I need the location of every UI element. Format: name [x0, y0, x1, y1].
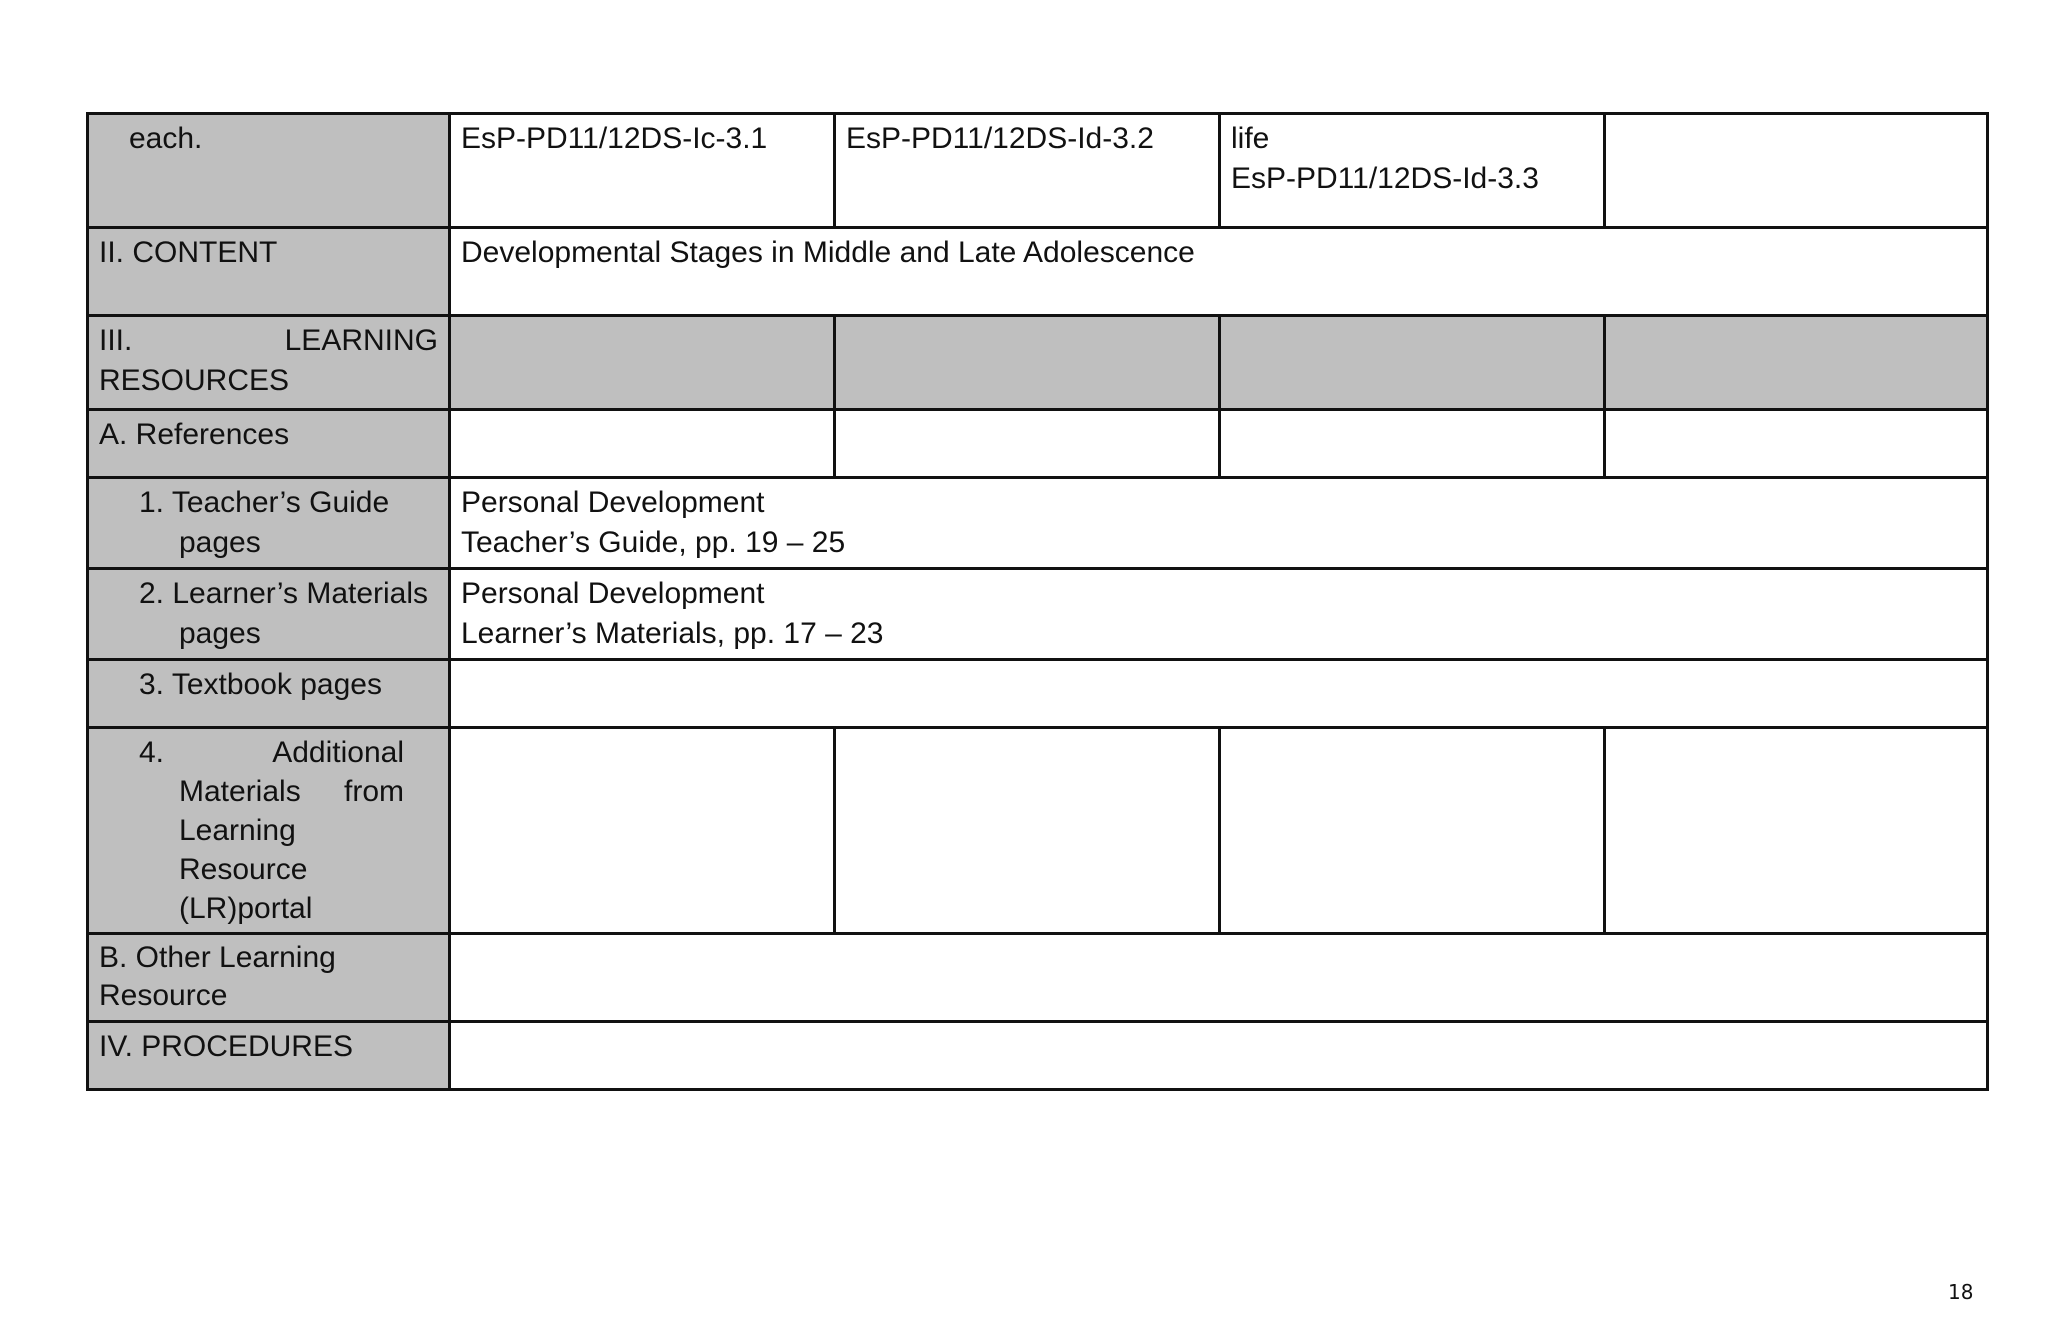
empty-cell [835, 728, 1220, 934]
page-number: 18 [1948, 1280, 1974, 1304]
table-row [88, 1022, 1988, 1090]
empty-cell [1605, 728, 1988, 934]
table-row [88, 569, 1988, 660]
table-row [88, 478, 1988, 569]
row-label-references: A. References [99, 418, 290, 451]
row-label-cell [88, 1022, 450, 1090]
competency-cell-3 [1220, 114, 1605, 228]
table-row [88, 660, 1988, 728]
row-label-teachers-guide: 1. Teacher’s Guide [139, 486, 390, 519]
row-label-other-resource: B. Other Learning [99, 941, 336, 974]
row-label-cell [88, 228, 450, 316]
empty-cell [1220, 410, 1605, 478]
learners-materials-title: Personal Development [461, 577, 765, 610]
content-cell [450, 228, 1988, 316]
row-label-cell: III. LEARNING RESOURCES [88, 316, 450, 410]
teachers-guide-title: Personal Development [461, 486, 765, 519]
teachers-guide-cell [450, 478, 1988, 569]
empty-cell [450, 660, 1988, 728]
row-label-cell [88, 114, 450, 228]
table-row [88, 728, 1988, 934]
row-label-cell [88, 728, 450, 934]
row-label-procedures: IV. PROCEDURES [99, 1030, 353, 1063]
learners-materials-cell [450, 569, 1988, 660]
table-row [88, 410, 1988, 478]
empty-cell [450, 728, 835, 934]
competency-text-3: life [1231, 122, 1270, 155]
competency-cell-2 [835, 114, 1220, 228]
empty-cell [450, 934, 1988, 1022]
lesson-plan-table [86, 112, 1989, 1091]
empty-cell [835, 410, 1220, 478]
competency-code-3: EsP-PD11/12DS-Id-3.3 [1231, 162, 1539, 195]
row-label-learning-resources: III. LEARNING [99, 324, 438, 357]
row-label-each: each. [129, 122, 203, 155]
teachers-guide-pages: Teacher’s Guide, pp. 19 – 25 [461, 526, 846, 559]
shaded-cell [1220, 316, 1605, 410]
row-label-cell [88, 660, 450, 728]
row-label-cell: 1. Teacher’s Guide pages [88, 478, 450, 569]
competency-cell-1 [450, 114, 835, 228]
shaded-cell [1605, 316, 1988, 410]
empty-cell [450, 1022, 1988, 1090]
competency-cell-4 [1605, 114, 1988, 228]
competency-code-2: EsP-PD11/12DS-Id-3.2 [846, 122, 1154, 155]
row-label-textbook: 3. Textbook pages [139, 668, 382, 701]
row-label-learners-materials: 2. Learner’s Materials [139, 577, 429, 610]
competency-code-1: EsP-PD11/12DS-Ic-3.1 [461, 122, 768, 155]
row-label-cell: 2. Learner’s Materials pages [88, 569, 450, 660]
row-label-content: II. CONTENT [99, 236, 278, 269]
learners-materials-pages: Learner’s Materials, pp. 17 – 23 [461, 617, 884, 650]
shaded-cell [450, 316, 835, 410]
empty-cell [1605, 410, 1988, 478]
table-row [88, 114, 1988, 228]
content-value: Developmental Stages in Middle and Late Adolescence [461, 236, 1195, 269]
shaded-cell [835, 316, 1220, 410]
row-label-cell: B. Other Learning Resource [88, 934, 450, 1022]
table-row [88, 934, 1988, 1022]
empty-cell [1220, 728, 1605, 934]
table-row [88, 316, 1988, 410]
row-label-cell [88, 410, 450, 478]
row-label-additional: 4. Additional Materials from Learning Resource (LR)portal [139, 736, 404, 925]
table-row [88, 228, 1988, 316]
empty-cell [450, 410, 835, 478]
